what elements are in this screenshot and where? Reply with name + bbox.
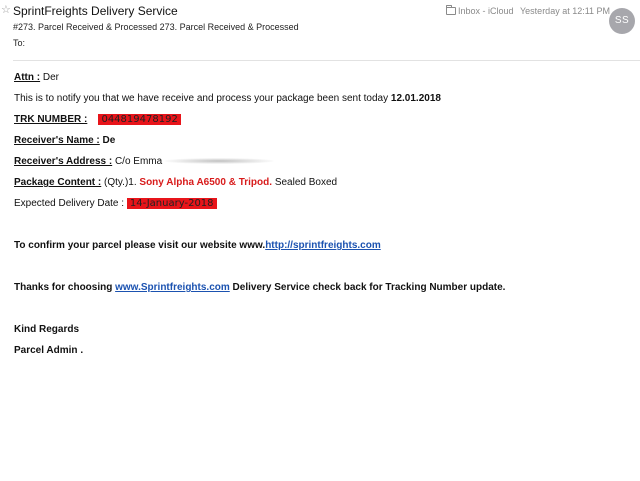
thanks-prefix: Thanks for choosing xyxy=(14,282,113,293)
signature-line: Parcel Admin . xyxy=(14,345,84,356)
receiver-name-line xyxy=(14,135,115,146)
tracking-line xyxy=(14,114,181,125)
message-header xyxy=(0,0,640,62)
expected-date: 14-January-2018 xyxy=(127,198,217,209)
sender-avatar: SS xyxy=(609,8,635,34)
attn-label: Attn : xyxy=(14,72,41,83)
receiver-address-value: C/o Emma xyxy=(114,156,163,167)
confirm-line xyxy=(14,240,381,251)
thanks-link[interactable]: www.Sprintfreights.com xyxy=(115,282,230,293)
package-qty: (Qty.)1. xyxy=(104,177,137,188)
trk-label: TRK NUMBER : xyxy=(14,114,88,125)
package-label: Package Content : xyxy=(14,177,102,188)
notice-date: 12.01.2018 xyxy=(390,93,441,104)
sender-name: SprintFreights Delivery Service xyxy=(13,4,178,18)
expected-label: Expected Delivery Date : xyxy=(14,198,125,209)
receiver-address-line xyxy=(14,156,274,167)
folder-icon xyxy=(446,7,456,15)
receiver-name-label: Receiver's Name : xyxy=(14,135,100,146)
redaction-blur xyxy=(164,158,274,164)
thanks-suffix: Delivery Service check back for Tracking Number update. xyxy=(232,282,506,293)
receiver-address-label: Receiver's Address : xyxy=(14,156,113,167)
mailbox-label[interactable]: Inbox - iCloud xyxy=(458,6,514,16)
receiver-name-value: De xyxy=(102,135,116,146)
package-item: Sony Alpha A6500 & Tripod. xyxy=(139,177,273,188)
subject-line: #273. Parcel Received & Processed 273. Parcel Received & Processed xyxy=(13,22,299,32)
star-icon[interactable]: ☆ xyxy=(1,4,11,16)
notice-text: This is to notify you that we have receive and process your package been sent today xyxy=(14,93,389,104)
regards-line: Kind Regards xyxy=(14,324,80,335)
package-note: Sealed Boxed xyxy=(274,177,338,188)
header-divider xyxy=(13,60,640,61)
notice-line xyxy=(14,93,441,104)
attn-line xyxy=(14,72,59,83)
confirm-text: To confirm your parcel please visit our website www. xyxy=(14,240,266,251)
trk-number: 044819478192 xyxy=(98,114,180,125)
expected-delivery-line xyxy=(14,198,217,209)
to-label: To: xyxy=(13,38,26,48)
package-line xyxy=(14,177,337,188)
confirm-link[interactable]: http://sprintfreights.com xyxy=(265,240,381,251)
message-date: Yesterday at 12:11 PM xyxy=(520,6,611,16)
thanks-line xyxy=(14,282,505,293)
attn-value: Der xyxy=(42,72,60,83)
